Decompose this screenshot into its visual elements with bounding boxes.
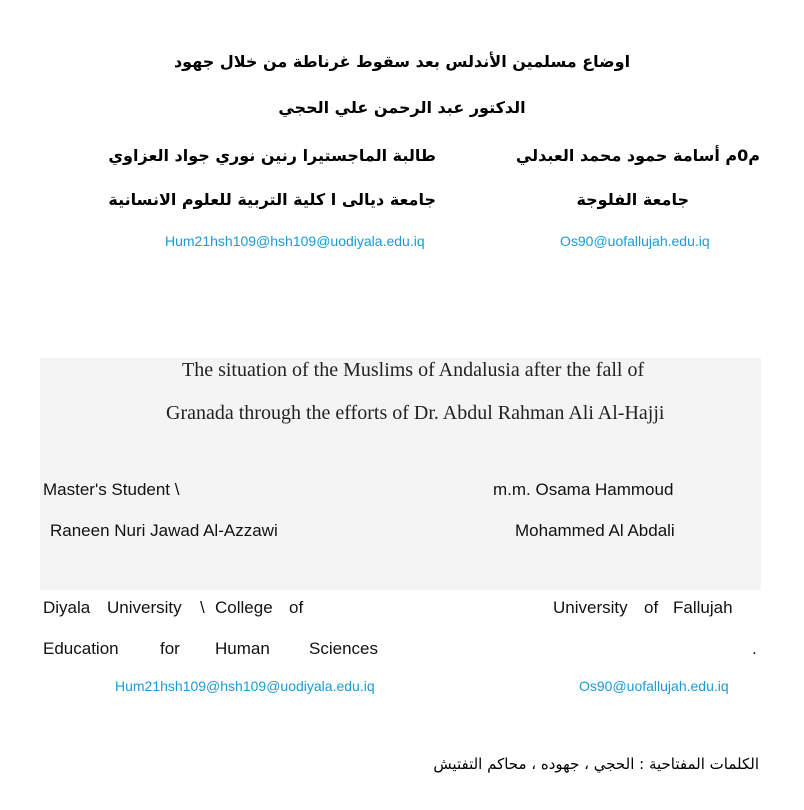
affil-word: Sciences — [309, 639, 378, 658]
diyala-email-link[interactable]: Hum21hsh109@hsh109@uodiyala.edu.iq — [115, 678, 375, 694]
arabic-title: اوضاع مسلمين الأندلس بعد سقوط غرناطة من خلال جهود — [173, 52, 631, 71]
affil-word: of — [289, 598, 304, 617]
affil-word: University — [107, 598, 182, 617]
keywords-line: الكلمات المفتاحية : الحجي ، جهوده ، محاكم التفتيش — [433, 755, 759, 773]
affil-word: \ — [200, 598, 205, 617]
fallujah-email-link[interactable]: Os90@uofallujah.edu.iq — [579, 678, 729, 694]
affil-word: University — [553, 598, 628, 617]
affil-word: Human — [215, 639, 270, 658]
affil-word: Education — [43, 639, 119, 658]
author1-email-link[interactable]: Os90@uofallujah.edu.iq — [560, 233, 710, 249]
author1-name-arabic: م0م أسامة حمود محمد العبدلي — [515, 146, 760, 165]
author1-title-english: m.m. Osama Hammoud — [493, 480, 674, 499]
author2-affiliation-arabic: جامعة ديالى ا كلية التربية للعلوم الانسانية — [108, 190, 436, 209]
author2-name-english: Raneen Nuri Jawad Al-Azzawi — [50, 521, 278, 540]
affil-word: of — [644, 598, 659, 617]
author2-email-link[interactable]: Hum21hsh109@hsh109@uodiyala.edu.iq — [165, 233, 425, 249]
author2-role-english: Master's Student \ — [43, 480, 180, 499]
arabic-subtitle: الدكتور عبد الرحمن علي الحجي — [278, 98, 526, 117]
affil-period: . — [752, 639, 757, 658]
english-title-line2: Granada through the efforts of Dr. Abdul Rahman Ali Al-Hajji — [166, 402, 665, 424]
author1-name-english: Mohammed Al Abdali — [515, 521, 675, 540]
affil-word: for — [160, 639, 180, 658]
author1-affiliation-arabic: جامعة الفلوجة — [576, 190, 689, 209]
english-title-line1: The situation of the Muslims of Andalusia after the fall of — [182, 359, 645, 381]
author2-name-arabic: طالبة الماجستيرا رنين نوري جواد العزاوي — [108, 146, 436, 165]
affil-word: Fallujah — [673, 598, 733, 617]
affil-word: College — [215, 598, 273, 617]
affil-word: Diyala — [43, 598, 91, 617]
english-abstract-panel — [40, 358, 761, 590]
